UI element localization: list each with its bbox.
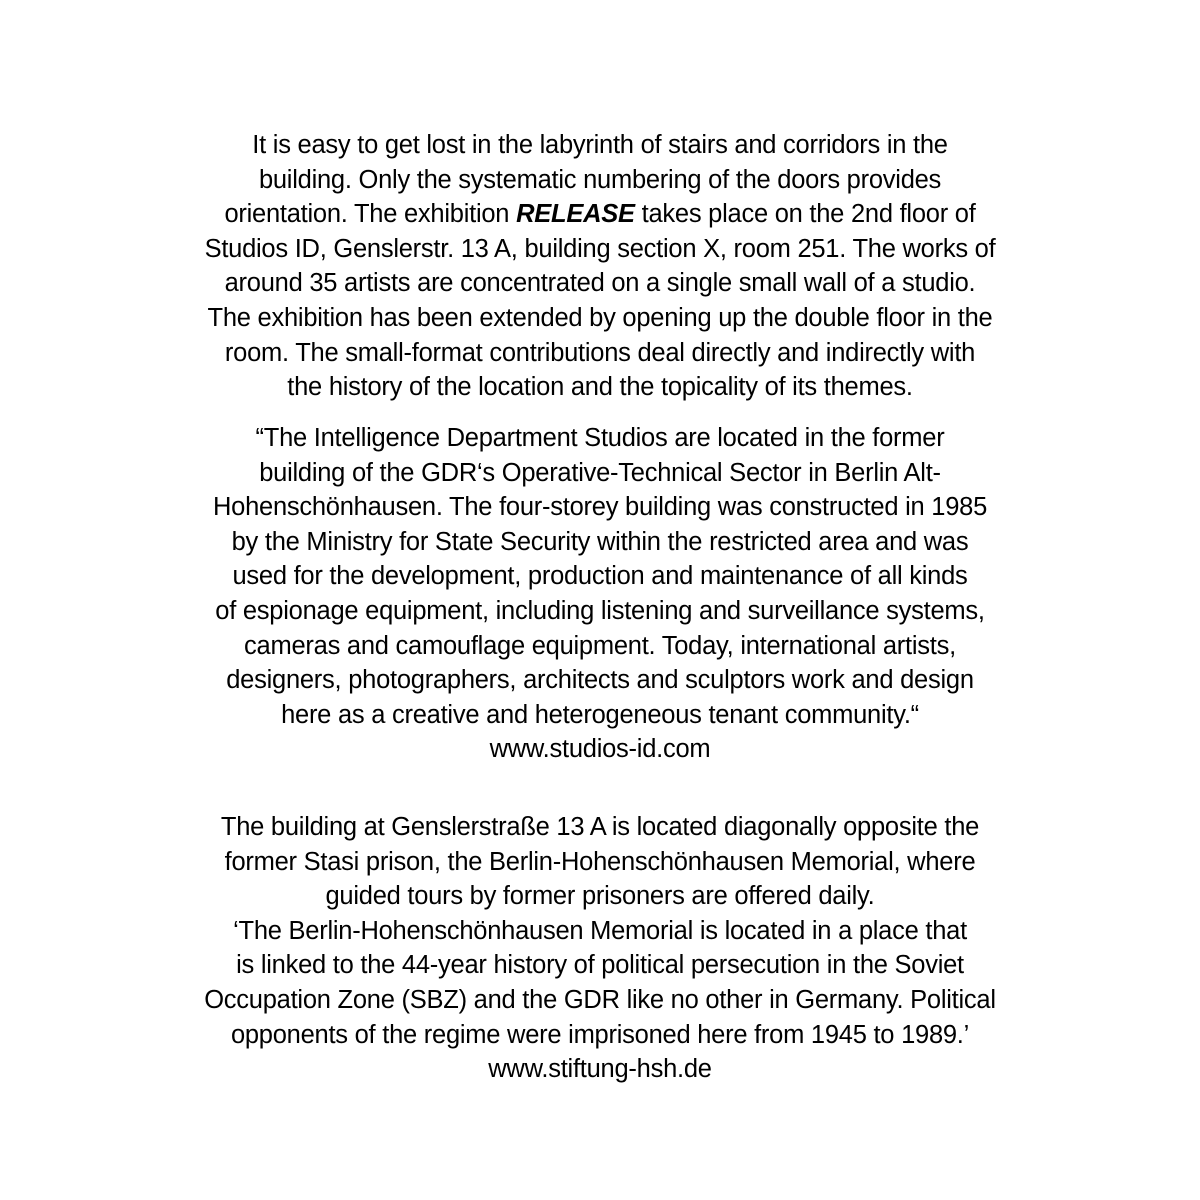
- text-line: used for the development, production and maintenance of all kinds: [232, 562, 968, 591]
- text-line: The building at Genslerstraße 13 A is located diagonally opposite the: [220, 813, 980, 841]
- text-line: room. The small-format contributions deal directly and indirectly with: [224, 338, 976, 367]
- memorial-url: www.stiftung-hsh.de: [488, 1055, 712, 1084]
- text-line: is linked to the 44-year history of political persecution in the Soviet: [236, 951, 964, 980]
- text-line: around 35 artists are concentrated on a single small wall of a studio.: [224, 269, 976, 298]
- text-line: guided tours by former prisoners are offered daily.: [325, 882, 875, 911]
- paragraph-studios-quote: [0, 421, 1200, 767]
- text-line: here as a creative and heterogeneous tenant community.“: [281, 700, 919, 729]
- text-line: building of the GDR‘s Operative-Technical Sector in Berlin Alt-: [259, 458, 941, 487]
- text-line: designers, photographers, architects and sculptors work and design: [226, 666, 974, 695]
- text-line: by the Ministry for State Security within the restricted area and was: [231, 527, 969, 556]
- text-line: the history of the location and the topicality of its themes.: [287, 373, 913, 402]
- text-line: Hohenschönhausen. The four-storey building was constructed in 1985: [212, 493, 988, 522]
- text-line: Occupation Zone (SBZ) and the GDR like no other in Germany. Political: [204, 985, 996, 1014]
- text-line: of espionage equipment, including listening and surveillance systems,: [215, 596, 985, 625]
- studios-url: www.studios-id.com: [489, 735, 711, 764]
- text-line: former Stasi prison, the Berlin-Hohenschönhausen Memorial, where: [224, 847, 976, 876]
- text-line: The exhibition has been extended by opening up the double floor in the: [207, 303, 993, 332]
- text-line: “The Intelligence Department Studios are located in the former: [255, 424, 945, 452]
- text-line: building. Only the systematic numbering of the doors provides: [258, 165, 942, 194]
- text-line: Studios ID, Genslerstr. 13 A, building section X, room 251. The works of: [204, 234, 996, 263]
- text-line: It is easy to get lost in the labyrinth of stairs and corridors in the: [252, 131, 948, 159]
- text-line: opponents of the regime were imprisoned here from 1945 to 1989.’: [230, 1020, 970, 1049]
- exhibition-title: RELEASE: [516, 200, 635, 229]
- paragraph-exhibition-intro: [0, 128, 1200, 405]
- text-segment: orientation. The exhibition: [224, 200, 510, 229]
- text-segment: takes place on the 2nd floor of: [641, 200, 976, 229]
- text-line: [0, 197, 1200, 232]
- text-line: cameras and camouflage equipment. Today, international artists,: [244, 631, 956, 660]
- paragraph-memorial: [0, 810, 1200, 1087]
- text-line: ‘The Berlin-Hohenschönhausen Memorial is located in a place that: [233, 916, 967, 945]
